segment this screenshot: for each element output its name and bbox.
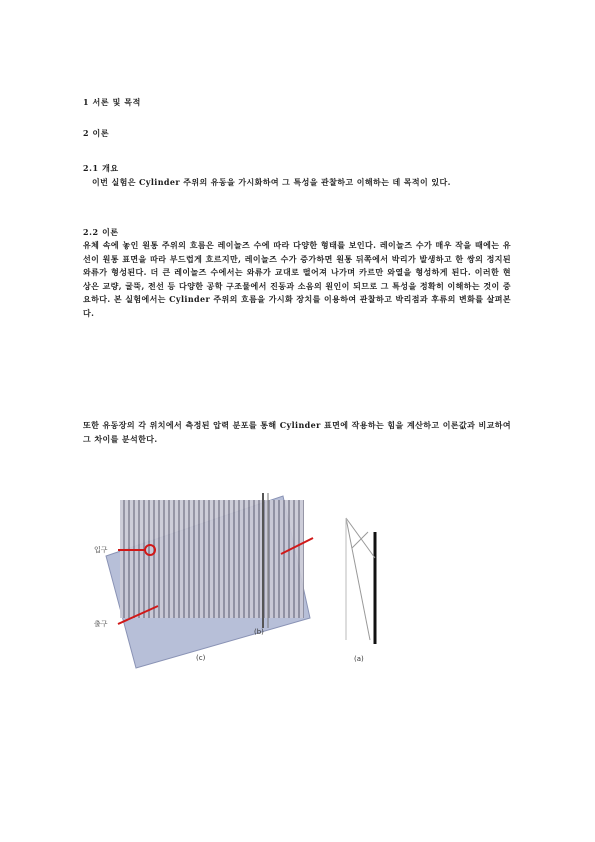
subsection-paragraph-3: 또한 유동장의 각 위치에서 측정된 압력 분포를 통해 Cylinder 표면에 작용하는 힘을 계산하고 이론값과 비교하여 그 차이를 분석한다.: [83, 420, 511, 444]
section-heading-1: 1 서론 및 목적: [83, 97, 141, 107]
section-heading-2: 2 이론: [83, 128, 110, 138]
callout-label-2: 출구: [94, 620, 108, 628]
figure-label-b: (b): [254, 628, 264, 636]
subsection-title-1: 2.1 개요: [83, 163, 119, 173]
callout-label-1: 입구: [94, 546, 108, 554]
striped-grid: [120, 500, 304, 618]
subsection-paragraph-1: 이번 실험은 Cylinder 주위의 유동을 가시화하여 그 특성을 관찰하고 이해하는 데 목적이 있다.: [92, 177, 451, 187]
figure-label-a: (a): [354, 655, 364, 663]
subsection-title-2: 2.2 이론: [83, 227, 119, 237]
experiment-figure: [88, 488, 388, 673]
subsection-paragraph-2: 유체 속에 놓인 원통 주위의 흐름은 레이놀즈 수에 따라 다양한 형태를 보인다. 레이놀즈 수가 매우 작을 때에는 유선이 원통 표면을 따라 부드럽게 흐르지만, 레이놀즈 수가 증가하면 원통 뒤쪽에서 박리가 발생하고 한 쌍의 정지된 와류가 형성된다. 더 큰 레이놀즈 수에서는 와류가 교대로 떨어져 나가며 카르만 와열을 형성하게 된다. 이러한 현상은 교량, 굴뚝, 전선 등 다양한 공학 구조물에서 진동과 소음의 원인이 되므로 그 특성을 정확히 이해하는 것이 중요하다. 본 실험에서는 Cylinder 주위의 흐름을 가시화 장치를 이용하여 관찰하고 박리점과 후류의 변화를 살펴본다.: [83, 240, 511, 318]
figure-label-c: (c): [196, 654, 206, 662]
